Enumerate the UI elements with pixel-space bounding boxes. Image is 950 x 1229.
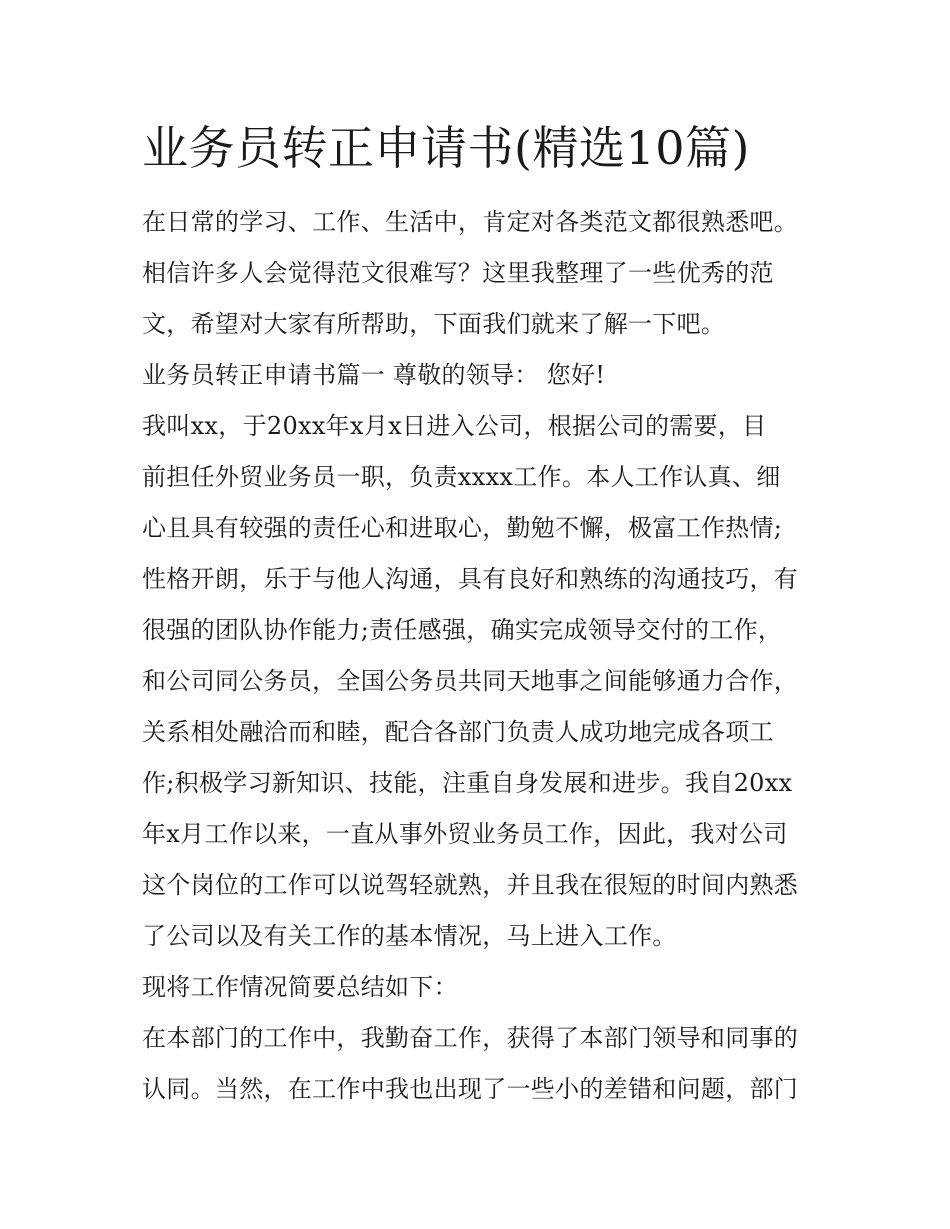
paragraph-line: 认同。当然，在工作中我也出现了一些小的差错和问题，部门 — [142, 1075, 799, 1103]
document-title: 业务员转正申请书(精选10篇) — [142, 121, 750, 175]
paragraph-line: 前担任外贸业务员一职，负责xxxx工作。本人工作认真、细 — [142, 463, 781, 491]
section-heading-line: 业务员转正申请书篇一 尊敬的领导： 您好! — [142, 361, 606, 389]
paragraph-line: 我叫xx，于20xx年x月x日进入公司，根据公司的需要，目 — [142, 412, 767, 440]
paragraph-line: 在本部门的工作中，我勤奋工作，获得了本部门领导和同事的 — [142, 1024, 799, 1052]
paragraph-line: 这个岗位的工作可以说驾轻就熟，并且我在很短的时间内熟悉 — [142, 871, 799, 899]
paragraph-line: 了公司以及有关工作的基本情况，马上进入工作。 — [142, 922, 677, 950]
paragraph-line: 文，希望对大家有所帮助，下面我们就来了解一下吧。 — [142, 310, 726, 338]
paragraph-line: 现将工作情况简要总结如下： — [142, 973, 458, 1001]
paragraph-line: 和公司同公务员，全国公务员共同天地事之间能够通力合作， — [142, 667, 799, 695]
paragraph-line: 心且具有较强的责任心和进取心，勤勉不懈，极富工作热情; — [142, 514, 783, 542]
paragraph-line: 性格开朗，乐于与他人沟通，具有良好和熟练的沟通技巧，有 — [142, 565, 799, 593]
paragraph-line: 年x月工作以来，一直从事外贸业务员工作，因此，我对公司 — [142, 820, 788, 848]
paragraph-line: 相信许多人会觉得范文很难写？这里我整理了一些优秀的范 — [142, 259, 774, 287]
paragraph-line: 在日常的学习、工作、生活中，肯定对各类范文都很熟悉吧。 — [142, 208, 799, 236]
paragraph-line: 作;积极学习新知识、技能，注重自身发展和进步。我自20xx — [142, 769, 793, 797]
paragraph-line: 很强的团队协作能力;责任感强，确实完成领导交付的工作， — [142, 616, 783, 644]
paragraph-line: 关系相处融洽而和睦，配合各部门负责人成功地完成各项工 — [142, 718, 774, 746]
